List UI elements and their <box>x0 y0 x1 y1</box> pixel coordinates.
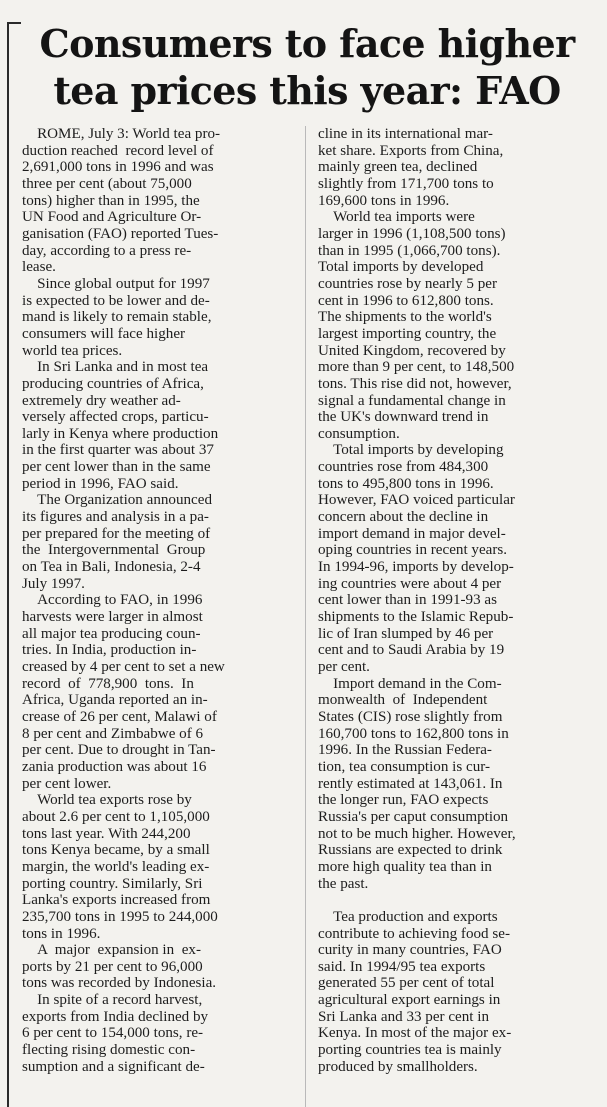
text-line: three per cent (about 75,000 <box>22 175 192 192</box>
text-line: concern about the decline in <box>318 509 489 526</box>
text-line: countries rose by nearly 5 per <box>318 275 497 292</box>
text-line: consumption. <box>318 425 400 442</box>
text-line: the Intergovernmental Group <box>22 542 206 559</box>
text-line: tion, tea consumption is cur- <box>318 758 490 775</box>
text-line: According to FAO, in 1996 <box>22 592 203 609</box>
text-line: 169,600 tons in 1996. <box>318 192 450 209</box>
text-line: creased by 4 per cent to set a new <box>22 659 225 675</box>
text-line: 2,691,000 tons in 1996 and was <box>22 159 214 176</box>
text-line: tons) higher than in 1995, the <box>22 192 200 209</box>
text-line: shipments to the Islamic Repub- <box>318 609 514 626</box>
article-column-right <box>318 126 593 1075</box>
text-line: States (CIS) rose slightly from <box>318 708 503 725</box>
text-line: Total imports by developed <box>318 259 484 276</box>
text-line: largest importing country, the <box>318 325 497 342</box>
text-line: tons Kenya became, by a small <box>22 842 210 859</box>
text-line: porting countries tea is mainly <box>318 1042 502 1059</box>
text-line: zania production was about 16 <box>22 758 207 775</box>
text-line: is expected to be lower and de- <box>22 292 210 309</box>
headline-line-1: Consumers to face higher <box>39 21 575 66</box>
text-line: tons was recorded by Indonesia. <box>22 975 217 992</box>
text-line: cent in 1996 to 612,800 tons. <box>318 292 494 309</box>
text-line: generated 55 per cent of total <box>318 975 495 992</box>
text-line: duction reached record level of <box>22 142 214 159</box>
text-line: However, FAO voiced particular <box>318 492 515 509</box>
text-line: said. In 1994/95 tea exports <box>318 958 486 975</box>
text-line: UN Food and Agriculture Or- <box>22 209 202 226</box>
text-line: produced by smallholders. <box>318 1058 478 1075</box>
text-line: countries rose from 484,300 <box>318 459 489 476</box>
text-line: tons in 1996. <box>22 925 101 942</box>
text-line: tries. In India, production in- <box>22 642 197 659</box>
text-line: versely affected crops, particu- <box>22 409 209 426</box>
text-line: Total imports by developing <box>318 442 504 459</box>
text-line: more high quality tea than in <box>318 858 492 875</box>
text-line: period in 1996, FAO said. <box>22 475 179 492</box>
text-line: rently estimated at 143,061. In <box>318 775 503 792</box>
text-line: Sri Lanka and 33 per cent in <box>318 1008 490 1025</box>
text-line: cent and to Saudi Arabia by 19 <box>318 642 505 659</box>
text-line: not to be much higher. However, <box>318 825 516 842</box>
text-line: ROME, July 3: World tea pro- <box>22 126 221 142</box>
headline <box>12 20 602 114</box>
text-line: per cent. <box>318 659 370 675</box>
text-line: the past. <box>318 875 369 892</box>
text-line: sumption and a significant de- <box>22 1058 205 1075</box>
text-line: oping countries in recent years. <box>318 542 508 559</box>
text-line: larger in 1996 (1,108,500 tons) <box>318 225 506 242</box>
text-line: cline in its international mar- <box>318 126 493 142</box>
text-line: United Kingdom, recovered by <box>318 342 506 359</box>
text-line: crease of 26 per cent, Malawi of <box>22 708 217 725</box>
text-line: 8 per cent and Zimbabwe of 6 <box>22 725 204 742</box>
text-line: signal a fundamental change in <box>318 392 506 409</box>
text-line <box>318 892 593 909</box>
text-line: consumers will face higher <box>22 325 186 342</box>
text-line: Import demand in the Com- <box>318 675 502 692</box>
text-line: record of 778,900 tons. In <box>22 675 194 692</box>
text-line: ports by 21 per cent to 96,000 <box>22 958 203 975</box>
text-line: A major expansion in ex- <box>22 942 201 959</box>
text-line: lic of Iran slumped by 46 per <box>318 625 494 642</box>
text-line: 1996. In the Russian Federa- <box>318 742 492 759</box>
text-line: lease. <box>22 259 56 276</box>
text-line: on Tea in Bali, Indonesia, 2-4 <box>22 559 201 576</box>
text-line: agricultural export earnings in <box>318 992 501 1009</box>
text-line: per cent. Due to drought in Tan- <box>22 742 216 759</box>
text-line: world tea prices. <box>22 342 123 359</box>
text-line: larly in Kenya where production <box>22 425 219 442</box>
text-line: import demand in major devel- <box>318 525 506 542</box>
text-line: the UK's downward trend in <box>318 409 489 426</box>
text-line: In Sri Lanka and in most tea <box>22 359 209 376</box>
text-line: 235,700 tons in 1995 to 244,000 <box>22 908 218 925</box>
text-line: all major tea producing coun- <box>22 625 201 642</box>
text-line: July 1997. <box>22 575 85 592</box>
text-line: In 1994-96, imports by develop- <box>318 559 514 576</box>
text-line: Lanka's exports increased from <box>22 892 211 909</box>
article-column-left <box>22 126 294 1075</box>
text-line: ket share. Exports from China, <box>318 142 504 159</box>
text-line: per prepared for the meeting of <box>22 525 211 542</box>
text-line: Russia's per caput consumption <box>318 808 509 825</box>
text-line: per cent lower. <box>22 775 112 792</box>
text-line: Russians are expected to drink <box>318 842 503 859</box>
text-line: ing countries were about 4 per <box>318 575 502 592</box>
text-line: per cent lower than in the same <box>22 459 211 476</box>
text-line: The shipments to the world's <box>318 309 492 326</box>
text-line: cent lower than in 1991-93 as <box>318 592 497 609</box>
text-line: day, according to a press re- <box>22 242 192 259</box>
text-line: World tea exports rose by <box>22 792 192 809</box>
text-line: mand is likely to remain stable, <box>22 309 212 326</box>
text-line: producing countries of Africa, <box>22 375 204 392</box>
text-line: about 2.6 per cent to 1,105,000 <box>22 808 210 825</box>
text-line: Tea production and exports <box>318 908 498 925</box>
text-line: than in 1995 (1,066,700 tons). <box>318 242 501 259</box>
text-line: 160,700 tons to 162,800 tons in <box>318 725 509 742</box>
text-line: World tea imports were <box>318 209 475 226</box>
text-line: porting country. Similarly, Sri <box>22 875 203 892</box>
text-line: slightly from 171,700 tons to <box>318 175 494 192</box>
headline-line-2: tea prices this year: FAO <box>53 68 561 113</box>
text-line: flecting rising domestic con- <box>22 1042 196 1059</box>
text-line: exports from India declined by <box>22 1008 209 1025</box>
text-line: In spite of a record harvest, <box>22 992 203 1009</box>
border-rule-left <box>7 22 9 1107</box>
text-line: harvests were larger in almost <box>22 609 203 626</box>
text-line: more than 9 per cent, to 148,500 <box>318 359 515 376</box>
text-line: tons last year. With 244,200 <box>22 825 191 842</box>
text-line: The Organization announced <box>22 492 213 509</box>
text-line: tons. This rise did not, however, <box>318 375 512 392</box>
text-line: contribute to achieving food se- <box>318 925 510 942</box>
text-line: the longer run, FAO expects <box>318 792 489 809</box>
text-line: tons to 495,800 tons in 1996. <box>318 475 494 492</box>
text-line: mainly green tea, declined <box>318 159 478 176</box>
text-line: margin, the world's leading ex- <box>22 858 210 875</box>
text-line: its figures and analysis in a pa- <box>22 509 209 526</box>
text-line: Africa, Uganda reported an in- <box>22 692 208 709</box>
text-line: curity in many countries, FAO <box>318 942 502 959</box>
text-line: Since global output for 1997 <box>22 275 210 292</box>
text-line: ganisation (FAO) reported Tues- <box>22 225 219 242</box>
text-line: extremely dry weather ad- <box>22 392 181 409</box>
column-divider <box>305 126 306 1107</box>
text-line: Kenya. In most of the major ex- <box>318 1025 512 1042</box>
text-line: 6 per cent to 154,000 tons, re- <box>22 1025 204 1042</box>
text-line: monwealth of Independent <box>318 692 488 709</box>
text-line: in the first quarter was about 37 <box>22 442 214 459</box>
